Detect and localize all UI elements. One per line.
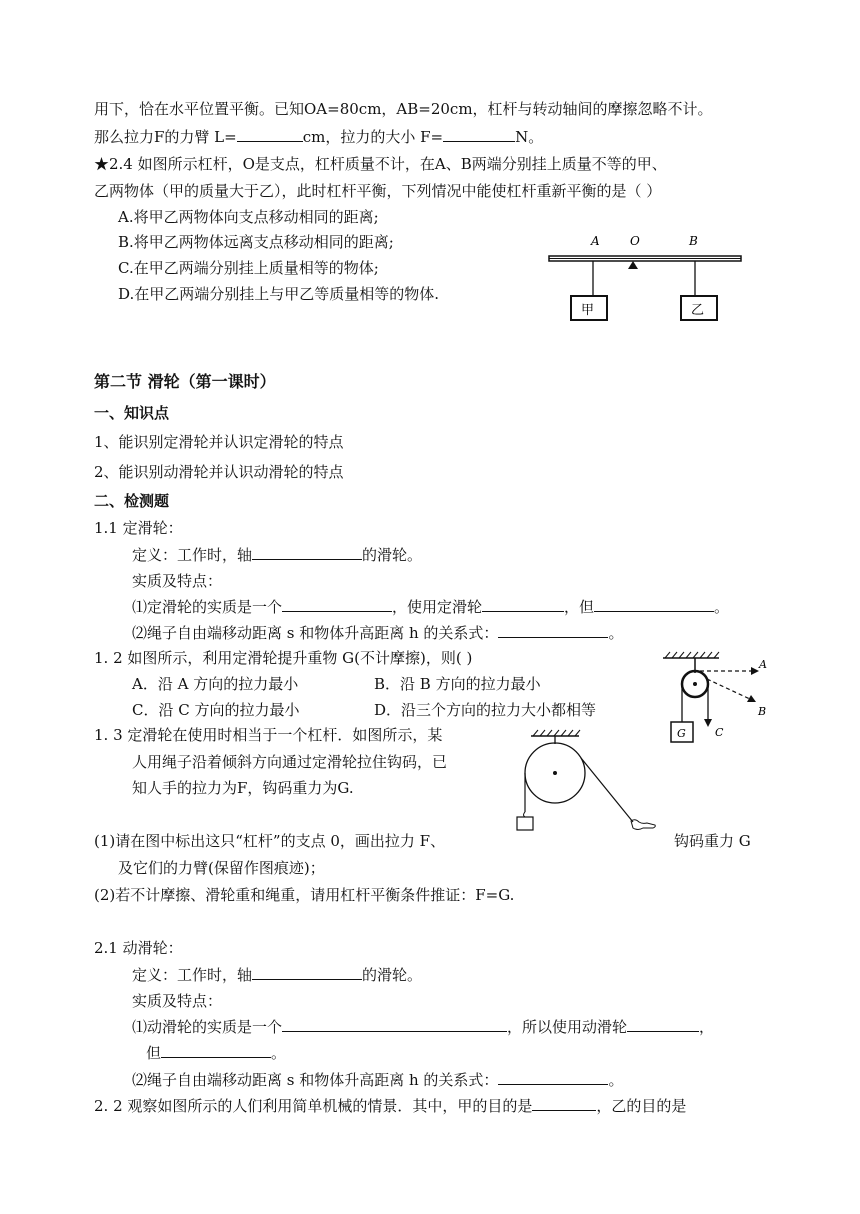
fixed-pulley-figure	[655, 648, 775, 750]
text-fragment: ⑵绳子自由端移动距离 s 和物体升高距离 h 的关系式：	[132, 624, 499, 642]
q21-part-1-cont	[146, 1043, 286, 1063]
text-fragment: N。	[515, 128, 544, 146]
option-b: B.将甲乙两物体远离支点移动相同的距离;	[118, 233, 394, 251]
q11-nature: 实质及特点：	[132, 572, 223, 590]
text-fragment: ，但	[564, 598, 595, 616]
test-heading: 二、检测题	[94, 492, 170, 510]
question-1-2: 1. 2 如图所示，利用定滑轮提升重物 G(不计摩擦)，则( )	[94, 649, 473, 667]
q12-option-a: A．沿 A 方向的拉力最小	[132, 675, 299, 693]
text-fragment: 。	[608, 624, 624, 642]
text-fragment: ，所以使用动滑轮	[507, 1018, 628, 1036]
knowledge-item-1: 1、能识别定滑轮并认识定滑轮的特点	[94, 433, 344, 451]
answer-blank[interactable]	[498, 1070, 608, 1085]
text-fragment: 。	[271, 1044, 287, 1062]
pulley-hand-figure	[505, 728, 660, 838]
option-d: D.在甲乙两端分别挂上与甲乙等质量相等的物体.	[118, 285, 440, 303]
q11-part-2	[132, 623, 623, 643]
arrow-a-icon	[751, 667, 759, 675]
answer-blank[interactable]	[282, 597, 392, 612]
text-fragment: 的滑轮。	[362, 546, 423, 564]
direction-label-b: B	[758, 705, 767, 718]
text-fragment: ，	[699, 1018, 715, 1036]
fulcrum-icon	[628, 261, 638, 269]
option-a: A.将甲乙两物体向支点移动相同的距离;	[118, 208, 379, 226]
direction-label-c: C	[715, 726, 724, 739]
text-fragment: 。	[608, 1071, 624, 1089]
lever-label-a: A	[591, 234, 600, 248]
q13-part-1-cont: 钩码重力 G	[674, 832, 751, 850]
text-fragment: 但	[146, 1044, 162, 1062]
text-fragment: 那么拉力F的力臂 L=	[94, 128, 237, 146]
q11-definition	[132, 545, 422, 565]
q12-option-d: D．沿三个方向的拉力大小都相等	[374, 701, 597, 719]
text-fragment: ⑵绳子自由端移动距离 s 和物体升高距离 h 的关系式：	[132, 1071, 499, 1089]
answer-blank[interactable]	[594, 597, 714, 612]
q21-definition	[132, 965, 422, 985]
q13-part-2: (2)若不计摩擦、滑轮重和绳重，请用杠杆平衡条件推证：F=G.	[94, 886, 515, 904]
text-fragment: cm，拉力的大小 F=	[302, 128, 444, 146]
arrow-c-icon	[704, 719, 712, 727]
lever-figure	[545, 228, 745, 328]
answer-blank[interactable]	[161, 1043, 271, 1058]
answer-blank[interactable]	[252, 965, 362, 980]
answer-blank[interactable]	[532, 1096, 596, 1111]
box-yi: 乙	[691, 303, 705, 318]
q21-nature: 实质及特点：	[132, 992, 223, 1010]
question-1-3-cont2: 知人手的拉力为F，钩码重力为G.	[132, 779, 354, 797]
question-1-3-cont: 人用绳子沿着倾斜方向通过定滑轮拉住钩码，已	[132, 753, 448, 771]
q13-part-1-cont2: 及它们的力臂(保留作图痕迹)；	[118, 859, 325, 877]
text-line	[94, 127, 543, 147]
text-fragment: ，乙的目的是	[596, 1097, 687, 1115]
text-fragment: ，使用定滑轮	[392, 598, 483, 616]
q21-part-1	[132, 1017, 714, 1037]
text-fragment: 定义：工作时，轴	[132, 546, 253, 564]
question-2-2	[94, 1096, 686, 1116]
box-jia: 甲	[581, 303, 595, 318]
q12-option-b: B．沿 B 方向的拉力最小	[374, 675, 541, 693]
option-c: C.在甲乙两端分别挂上质量相等的物体;	[118, 259, 379, 277]
direction-label-a: A	[759, 658, 767, 671]
text-fragment: ⑴定滑轮的实质是一个	[132, 598, 283, 616]
text-fragment: 2. 2 观察如图所示的人们利用简单机械的情景．其中，甲的目的是	[94, 1097, 533, 1115]
question-1-1: 1.1 定滑轮：	[94, 519, 183, 537]
text-fragment: ⑴动滑轮的实质是一个	[132, 1018, 283, 1036]
text-fragment: 。	[714, 598, 730, 616]
answer-blank[interactable]	[498, 623, 608, 638]
q13-part-1: (1)请在图中标出这只“杠杆”的支点 0，画出拉力 F、	[94, 832, 446, 850]
text-fragment: 的滑轮。	[362, 966, 423, 984]
text-line: 用下，恰在水平位置平衡。已知OA=80cm，AB=20cm，杠杆与转动轴间的摩擦忽略不计。	[94, 100, 713, 118]
answer-blank[interactable]	[482, 597, 564, 612]
knowledge-heading: 一、知识点	[94, 404, 170, 422]
hand-icon	[631, 820, 655, 830]
question-2-4-cont: 乙两物体（甲的质量大于乙），此时杠杆平衡，下列情况中能使杠杆重新平衡的是（ ）	[94, 182, 662, 200]
answer-blank[interactable]	[237, 127, 303, 142]
weight-label-g: G	[677, 727, 686, 740]
text-fragment: 定义：工作时，轴	[132, 966, 253, 984]
knowledge-item-2: 2、能识别动滑轮并认识动滑轮的特点	[94, 463, 344, 481]
q11-part-1	[132, 597, 729, 617]
question-2-1: 2.1 动滑轮：	[94, 939, 183, 957]
lever-label-b: B	[689, 234, 698, 248]
question-2-4: ★2.4 如图所示杠杆，O是支点，杠杆质量不计，在A、B两端分别挂上质量不等的甲、	[94, 155, 667, 173]
question-1-3: 1. 3 定滑轮在使用时相当于一个杠杆．如图所示，某	[94, 726, 443, 744]
section-title: 第二节 滑轮（第一课时）	[94, 372, 276, 391]
q12-option-c: C．沿 C 方向的拉力最小	[132, 701, 300, 719]
answer-blank[interactable]	[627, 1017, 699, 1032]
answer-blank[interactable]	[443, 127, 515, 142]
answer-blank[interactable]	[252, 545, 362, 560]
q21-part-2	[132, 1070, 623, 1090]
answer-blank[interactable]	[282, 1017, 507, 1032]
lever-label-o: O	[630, 234, 640, 248]
